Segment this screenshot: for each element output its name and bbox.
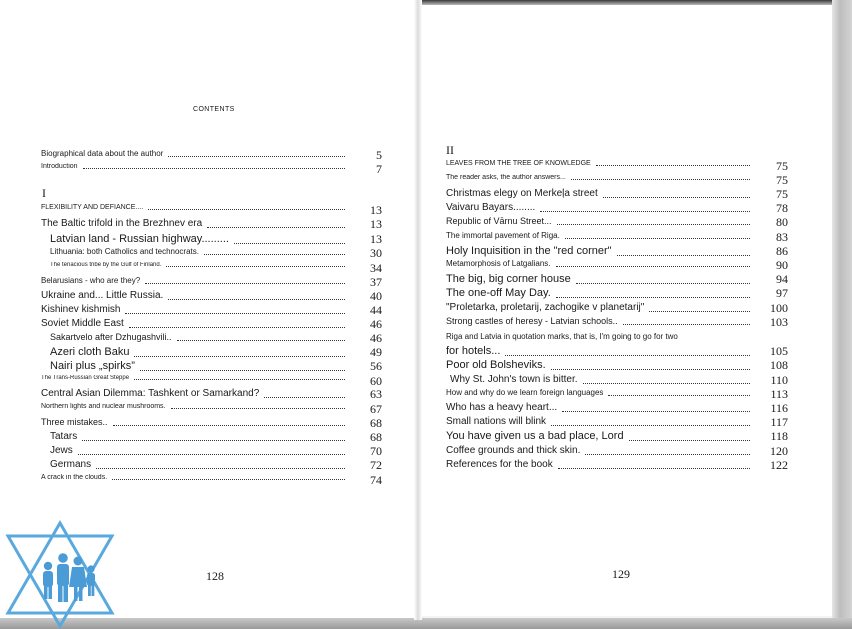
- left-toc-page-number: 60: [370, 374, 382, 388]
- right-toc-entry: [446, 174, 750, 181]
- dot-leader: [558, 468, 750, 469]
- dot-leader: [125, 313, 345, 314]
- left-toc-entry: [41, 149, 345, 158]
- right-toc-entry: [446, 259, 750, 268]
- left-toc-entry-title: FLEXIBILITY AND DEFIANCE....: [41, 204, 144, 211]
- right-toc-page-number: 118: [770, 429, 788, 443]
- left-toc-entry: [50, 445, 345, 456]
- left-toc-entry-title: Three mistakes..: [41, 417, 108, 427]
- right-toc-page-number: 75: [776, 159, 788, 173]
- dot-leader: [177, 340, 345, 341]
- left-toc-entry: [50, 431, 345, 442]
- right-toc-entry: [446, 416, 750, 427]
- right-toc-entry: [446, 287, 750, 299]
- dot-leader: [148, 209, 345, 210]
- right-toc-entry-title: Small nations will blink: [446, 416, 547, 427]
- dot-leader: [145, 283, 345, 284]
- right-toc-page-number: 94: [776, 272, 788, 286]
- left-page-number: 128: [206, 569, 224, 583]
- left-toc-entry: [41, 204, 345, 211]
- dot-leader: [551, 369, 750, 370]
- right-toc-entry: [446, 231, 750, 240]
- right-toc-entry: [446, 188, 750, 199]
- right-toc-entry-title: Riga and Latvia in quotation marks, that is, I'm going to go for two: [446, 332, 678, 341]
- left-toc-entry-title: Central Asian Dilemma: Tashkent or Samarkand?: [41, 388, 260, 399]
- right-toc-page-number: 75: [776, 187, 788, 201]
- dot-leader: [603, 197, 750, 198]
- dot-leader: [505, 355, 750, 356]
- right-toc-entry-title: The big, big corner house: [446, 273, 571, 285]
- left-toc-entry: [41, 163, 345, 170]
- right-toc-entry-title: Vaivaru Bayars........: [446, 202, 536, 213]
- right-toc-entry-title: How and why do we learn foreign languages: [446, 388, 604, 397]
- dot-leader: [171, 408, 345, 409]
- right-toc-entry-title: You have given us a bad place, Lord: [446, 430, 624, 442]
- left-toc-entry: [41, 417, 345, 427]
- right-toc-page-number: 97: [776, 286, 788, 300]
- right-toc-page-number: 122: [770, 458, 788, 472]
- left-toc-entry: [41, 474, 345, 481]
- left-toc-page-number: 40: [370, 289, 382, 303]
- dot-leader: [207, 227, 345, 228]
- dot-leader: [649, 311, 750, 312]
- left-toc-entry-title: Jews: [50, 445, 73, 456]
- right-toc-entry-title: Poor old Bolsheviks.: [446, 359, 546, 371]
- right-toc-page-number: 75: [776, 173, 788, 187]
- dot-leader: [113, 425, 345, 426]
- left-toc-page-number: 68: [370, 416, 382, 430]
- left-toc-page-number: 67: [370, 402, 382, 416]
- left-toc-entry-title: Ukraine and... Little Russia.: [41, 290, 164, 301]
- left-toc-entry: [50, 360, 345, 372]
- dot-leader: [540, 211, 750, 212]
- left-toc-page-number: 13: [370, 217, 382, 231]
- dot-leader: [134, 356, 345, 357]
- left-toc-page-number: 34: [370, 261, 382, 275]
- dot-leader: [551, 425, 750, 426]
- right-toc-entry-title: The immortal pavement of Riga.: [446, 231, 560, 240]
- dot-leader: [168, 299, 345, 300]
- right-toc-page-number: 80: [776, 215, 788, 229]
- right-toc-entry: [446, 459, 750, 470]
- left-toc-page-number: 72: [370, 458, 382, 472]
- right-toc-page-number: 86: [776, 244, 788, 258]
- right-toc-entry-title: Christmas elegy on Merkeļa street: [446, 188, 598, 199]
- book-edge-right: [832, 0, 852, 629]
- book-gutter: [414, 0, 422, 620]
- right-toc-entry-title: The reader asks, the author answers...: [446, 174, 566, 181]
- left-toc-entry: [50, 459, 345, 470]
- right-toc-entry: [446, 302, 750, 313]
- right-toc-entry-title: Holy Inquisition in the "red corner": [446, 245, 612, 257]
- left-toc-entry: [50, 247, 345, 256]
- book-edge-bottom: [0, 618, 852, 629]
- left-toc-entry-title: Belarusians - who are they?: [41, 276, 141, 285]
- right-toc-entry-title: References for the book: [446, 459, 553, 470]
- right-toc-page-number: 108: [770, 358, 788, 372]
- right-toc-page-number: 110: [770, 373, 788, 387]
- right-page-number: 129: [612, 567, 630, 581]
- left-toc-page-number: 7: [376, 162, 382, 176]
- left-toc-entry-title: The tenacious tribe by the Gulf of Finland.: [50, 262, 162, 268]
- dot-leader: [556, 297, 750, 298]
- dot-leader: [204, 254, 345, 255]
- right-toc-entry: [446, 316, 750, 326]
- dot-leader: [556, 266, 751, 267]
- dot-leader: [608, 395, 750, 396]
- right-toc-page-number: 105: [770, 344, 788, 358]
- left-toc-page-number: 13: [370, 203, 382, 217]
- left-toc-page-number: 46: [370, 331, 382, 345]
- dot-leader: [234, 243, 345, 244]
- right-toc-page-number: 120: [770, 444, 788, 458]
- left-toc-entry-title: Kishinev kishmish: [41, 304, 121, 315]
- left-toc-entry-title: Lithuania: both Catholics and technocrats.: [50, 247, 199, 256]
- right-toc-page-number: 116: [770, 401, 788, 415]
- left-toc-entry: [50, 346, 345, 358]
- section-numeral-i: I: [42, 186, 46, 200]
- section-numeral-ii: II: [446, 143, 454, 157]
- dot-leader: [78, 454, 345, 455]
- left-toc-entry-title: Nairi plus „spirks”: [50, 360, 135, 372]
- left-toc-page-number: 13: [370, 232, 382, 246]
- left-toc-page-number: 49: [370, 345, 382, 359]
- dot-leader: [129, 327, 345, 328]
- right-toc-entry-title: The one-off May Day.: [446, 287, 551, 299]
- left-toc-entry: [41, 218, 345, 229]
- right-toc-page-number: 78: [776, 201, 788, 215]
- left-toc-entry-title: The Baltic trifold in the Brezhnev era: [41, 218, 203, 229]
- left-toc-entry: [50, 233, 345, 245]
- left-toc-page-number: 46: [370, 317, 382, 331]
- left-toc-entry: [41, 388, 345, 399]
- right-toc-entry-title: for hotels...: [446, 345, 501, 357]
- right-toc-entry-title: Coffee grounds and thick skin.: [446, 445, 581, 456]
- dot-leader: [576, 283, 750, 284]
- left-toc-entry-title: Germans: [50, 459, 92, 470]
- right-toc-entry: [446, 273, 750, 285]
- left-toc-page-number: 44: [370, 303, 382, 317]
- left-toc-page-number: 70: [370, 444, 382, 458]
- right-toc-entry-title: "Proletarka, proletarij, zachogike v planetarij": [446, 302, 645, 313]
- right-toc-entry-title: Metamorphosis of Latgalians.: [446, 259, 551, 268]
- dot-leader: [562, 411, 750, 412]
- right-toc-page-number: 113: [770, 387, 788, 401]
- left-toc-entry-title: Northern lights and nuclear mushrooms.: [41, 403, 166, 410]
- right-toc-page-number: 100: [770, 301, 788, 315]
- dot-leader: [264, 397, 345, 398]
- left-toc-entry-title: Soviet Middle East: [41, 318, 124, 329]
- left-toc-entry-title: Biographical data about the author: [41, 149, 164, 158]
- right-toc-entry: [446, 345, 750, 357]
- right-toc-entry: [446, 388, 750, 397]
- dot-leader: [557, 224, 750, 225]
- dot-leader: [629, 440, 750, 441]
- dot-leader: [585, 454, 750, 455]
- right-toc-page-number: 90: [776, 258, 788, 272]
- book-edge-top: [420, 0, 832, 5]
- left-toc-page-number: 68: [370, 430, 382, 444]
- left-toc-page-number: 5: [376, 148, 382, 162]
- right-toc-entry: [446, 160, 750, 167]
- left-toc-page-number: 56: [370, 359, 382, 373]
- left-toc-entry-title: Introduction: [41, 163, 78, 170]
- right-toc-entry: [446, 430, 750, 442]
- dot-leader: [140, 370, 345, 371]
- right-toc-entry: [450, 374, 750, 385]
- dot-leader: [623, 324, 750, 325]
- right-toc-entry: [446, 359, 750, 371]
- left-toc-entry: [41, 375, 345, 381]
- right-toc-entry: [446, 216, 750, 226]
- dot-leader: [166, 266, 345, 267]
- left-toc-entry-title: A crack in the clouds.: [41, 474, 108, 481]
- left-toc-entry: [41, 276, 345, 285]
- dot-leader: [134, 379, 345, 380]
- right-toc-entry: [446, 202, 750, 213]
- dot-leader: [596, 165, 750, 166]
- left-toc-entry-title: The Trans-Russian Great Steppe: [41, 375, 130, 381]
- dot-leader: [617, 255, 750, 256]
- star-of-david-family-icon: [0, 518, 120, 629]
- right-toc-page-number: 117: [770, 415, 788, 429]
- right-toc-entry-title: Strong castles of heresy - Latvian schools..: [446, 316, 618, 326]
- right-toc-entry-title: Why St. John's town is bitter.: [450, 374, 578, 385]
- left-toc-page-number: 30: [370, 246, 382, 260]
- right-toc-page-number: 103: [770, 315, 788, 329]
- left-toc-entry: [41, 290, 345, 301]
- left-toc-entry-title: Tatars: [50, 431, 78, 442]
- left-toc-entry-title: Latvian land - Russian highway.........: [50, 233, 229, 245]
- dot-leader: [83, 168, 345, 169]
- dot-leader: [565, 238, 750, 239]
- right-toc-entry: [446, 402, 750, 413]
- right-toc-page-number: 83: [776, 230, 788, 244]
- left-toc-entry: [50, 262, 345, 268]
- right-toc-entry: [446, 332, 750, 341]
- left-toc-entry-title: Azeri cloth Baku: [50, 346, 130, 358]
- contents-heading: CONTENTS: [193, 106, 235, 113]
- right-toc-entry: [446, 445, 750, 456]
- left-toc-page-number: 74: [370, 473, 382, 487]
- right-toc-entry-title: LEAVES FROM THE TREE OF KNOWLEDGE: [446, 160, 591, 167]
- dot-leader: [96, 468, 345, 469]
- right-toc-entry: [446, 245, 750, 257]
- left-toc-entry: [41, 318, 345, 329]
- dot-leader: [82, 440, 345, 441]
- dot-leader: [571, 179, 750, 180]
- dot-leader: [168, 156, 345, 157]
- dot-leader: [583, 383, 750, 384]
- left-toc-page-number: 63: [370, 387, 382, 401]
- right-toc-entry-title: Who has a heavy heart...: [446, 402, 558, 413]
- left-toc-entry-title: Sakartvelo after Dzhugashvili..: [50, 332, 172, 342]
- dot-leader: [112, 479, 345, 480]
- left-toc-entry: [41, 304, 345, 315]
- left-toc-entry: [41, 403, 345, 410]
- right-toc-entry-title: Republic of Vārnu Street...: [446, 216, 552, 226]
- left-toc-entry: [50, 332, 345, 342]
- left-toc-page-number: 37: [370, 275, 382, 289]
